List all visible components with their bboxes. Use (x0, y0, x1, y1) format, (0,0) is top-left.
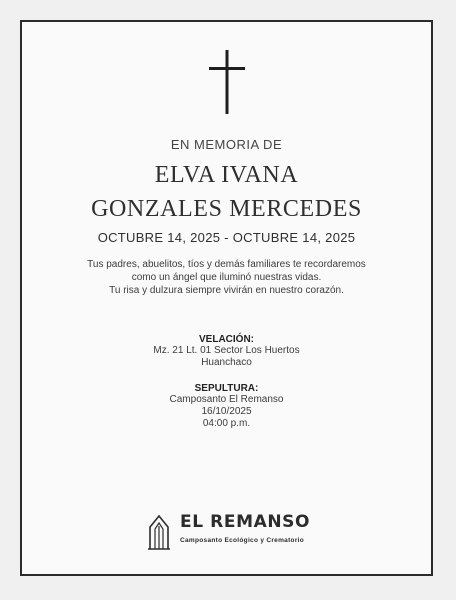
message-line: Tu risa y dulzura siempre vivirán en nuestro corazón. (109, 285, 344, 296)
message-line: como un ángel que iluminó nuestras vidas. (131, 272, 322, 283)
sepultura-time: 04:00 p.m. (202, 418, 251, 429)
memorial-heading: EN MEMORIA DE (170, 137, 283, 152)
cross-icon (209, 50, 245, 114)
logo-tagline: Camposanto Ecológico y Crematorio (180, 537, 305, 544)
sepultura-section (22, 383, 431, 430)
velacion-label: VELACIÓN: (199, 334, 254, 345)
velacion-district: Huanchaco (201, 357, 252, 368)
memorial-message (22, 258, 431, 297)
el-remanso-logo-icon (147, 514, 171, 550)
deceased-name-last: GONZALES MERCEDES (91, 196, 362, 222)
el-remanso-logo (147, 510, 317, 556)
logo-name: EL REMANSO (180, 512, 311, 532)
sepultura-label: SEPULTURA: (194, 383, 259, 394)
life-dates: OCTUBRE 14, 2025 - OCTUBRE 14, 2025 (97, 230, 356, 245)
message-line: Tus padres, abuelitos, tíos y demás familiares te recordaremos (87, 259, 366, 270)
memorial-card (20, 20, 433, 576)
deceased-name-first: ELVA IVANA (154, 162, 299, 188)
sepultura-date: 16/10/2025 (201, 406, 252, 417)
velacion-section (22, 334, 431, 369)
sepultura-place: Camposanto El Remanso (169, 394, 284, 405)
velacion-address: Mz. 21 Lt. 01 Sector Los Huertos (153, 345, 300, 356)
